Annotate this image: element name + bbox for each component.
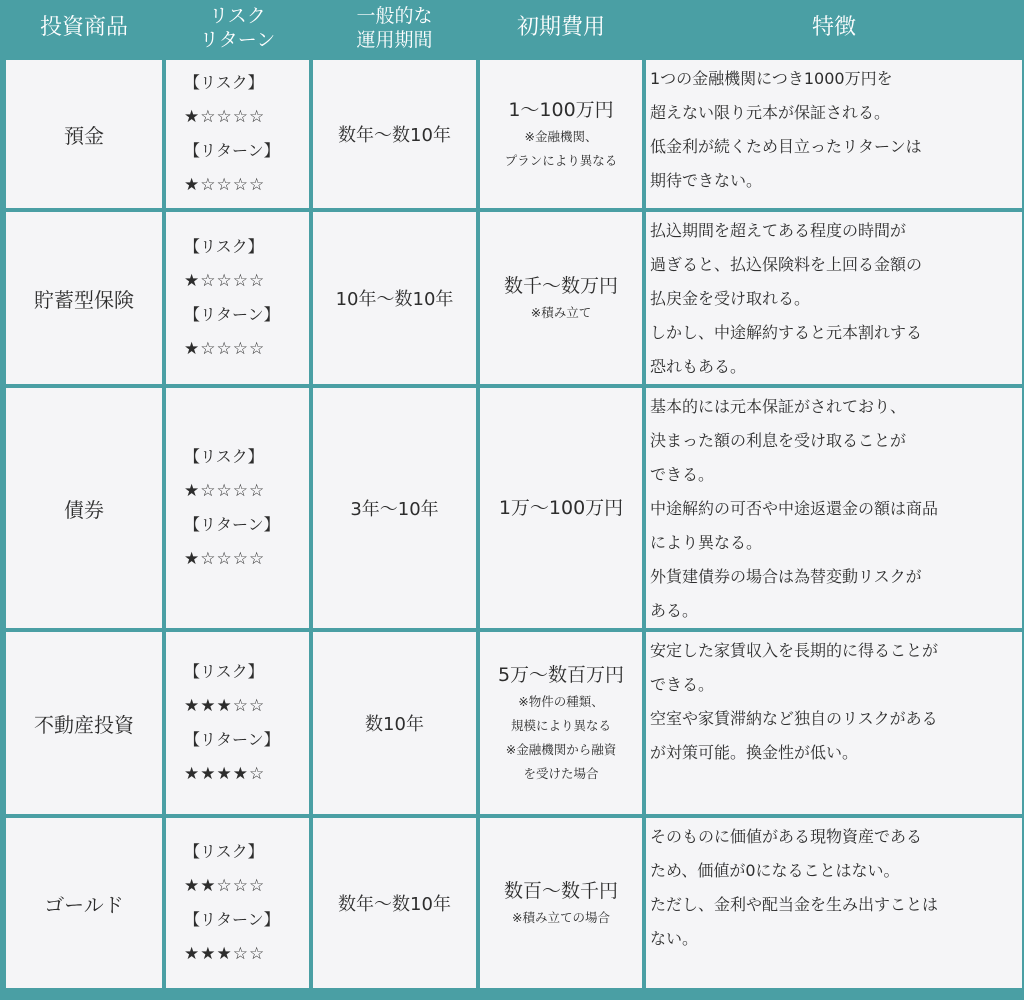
- cost-note: プランにより異なる: [504, 153, 618, 168]
- feature-line: しかし、中途解約すると元本割れする: [650, 323, 923, 342]
- risk-label: 【リスク】: [184, 73, 264, 92]
- feature-line: ため、価値が0になることはない。: [650, 861, 900, 880]
- risk-stars: ★★☆☆☆: [184, 876, 266, 896]
- feature-line: 恐れもある。: [650, 357, 747, 376]
- product-name: 債券: [4, 386, 164, 630]
- feature-line: 期待できない。: [650, 171, 763, 190]
- risk-return-cell: [164, 210, 311, 386]
- period-cell: 数年〜数10年: [311, 816, 478, 990]
- return-label: 【リターン】: [184, 305, 280, 324]
- risk-stars: ★★★☆☆: [184, 696, 266, 716]
- table-row: [4, 210, 1024, 386]
- feature-line: 過ぎると、払込保険料を上回る金額の: [650, 255, 923, 274]
- return-stars: ★★★★☆: [184, 764, 266, 784]
- feature-cell: [644, 386, 1024, 630]
- period-cell: 3年〜10年: [311, 386, 478, 630]
- return-label: 【リターン】: [184, 730, 280, 749]
- return-stars: ★☆☆☆☆: [184, 175, 266, 195]
- risk-return-cell: [164, 630, 311, 816]
- risk-return-cell: [164, 386, 311, 630]
- feature-line: 払込期間を超えてある程度の時間が: [650, 221, 907, 240]
- period-cell: 10年〜数10年: [311, 210, 478, 386]
- feature-line: 超えない限り元本が保証される。: [650, 103, 891, 122]
- feature-line: ない。: [650, 929, 699, 948]
- cost-note: ※金融機関、: [524, 129, 598, 144]
- return-stars: ★☆☆☆☆: [184, 549, 266, 569]
- feature-line: 低金利が続くため目立ったリターンは: [650, 137, 922, 156]
- product-name: 不動産投資: [4, 630, 164, 816]
- cost-cell: [478, 386, 644, 630]
- cost-note: ※積み立て: [530, 305, 592, 320]
- cost-cell: [478, 816, 644, 990]
- risk-stars: ★☆☆☆☆: [184, 107, 266, 127]
- risk-label: 【リスク】: [184, 237, 264, 256]
- header-risk-return: [164, 0, 311, 58]
- header-period-line2: 運用期間: [356, 29, 433, 51]
- product-name: ゴールド: [4, 816, 164, 990]
- cost-main: 5万〜数百万円: [497, 664, 625, 686]
- cost-main: 1〜100万円: [508, 99, 614, 121]
- feature-line: 中途解約の可否や中途返還金の額は商品: [650, 499, 939, 518]
- risk-return-cell: [164, 58, 311, 210]
- cost-note: 規模により異なる: [510, 718, 611, 733]
- feature-cell: [644, 630, 1024, 816]
- feature-line: 決まった額の利息を受け取ることが: [650, 431, 907, 450]
- cost-cell: [478, 210, 644, 386]
- header-product: 投資商品: [39, 15, 128, 40]
- risk-return-cell: [164, 816, 311, 990]
- feature-cell: [644, 816, 1024, 990]
- cost-note: ※金融機関から融資: [505, 742, 617, 757]
- table-row: [4, 630, 1024, 816]
- header-cost: 初期費用: [516, 15, 605, 40]
- period-cell: 数年〜数10年: [311, 58, 478, 210]
- feature-line: 外貨建債券の場合は為替変動リスクが: [650, 567, 922, 586]
- feature-line: 払戻金を受け取れる。: [650, 289, 811, 308]
- comparison-table: [2, 0, 1024, 992]
- risk-stars: ★☆☆☆☆: [184, 271, 266, 291]
- cost-note: ※物件の種類、: [518, 694, 604, 709]
- feature-cell: [644, 210, 1024, 386]
- feature-line: できる。: [650, 465, 715, 484]
- cost-main: 1万〜100万円: [498, 497, 624, 519]
- table-row: [4, 58, 1024, 210]
- product-name: 預金: [4, 58, 164, 210]
- feature-line: ただし、金利や配当金を生み出すことは: [650, 895, 939, 914]
- product-name: 貯蓄型保険: [4, 210, 164, 386]
- cost-cell: [478, 58, 644, 210]
- header-row: [4, 0, 1024, 58]
- table-row: [4, 816, 1024, 990]
- header-risk-return-line2: リターン: [199, 29, 276, 51]
- cost-cell: [478, 630, 644, 816]
- feature-line: できる。: [650, 675, 715, 694]
- feature-line: 安定した家賃収入を長期的に得ることが: [650, 641, 939, 660]
- header-feature: 特徴: [811, 15, 856, 40]
- risk-label: 【リスク】: [184, 662, 264, 681]
- header-risk-return-line1: リスク: [209, 5, 266, 27]
- return-stars: ★☆☆☆☆: [184, 339, 266, 359]
- feature-line: そのものに価値がある現物資産である: [650, 827, 923, 846]
- feature-line: 基本的には元本保証がされており、: [650, 397, 907, 416]
- header-period: [311, 0, 478, 58]
- cost-main: 数千〜数万円: [503, 275, 618, 297]
- feature-line: ある。: [650, 601, 699, 620]
- return-label: 【リターン】: [184, 515, 280, 534]
- risk-label: 【リスク】: [184, 842, 264, 861]
- cost-note: ※積み立ての場合: [512, 910, 610, 925]
- feature-cell: [644, 58, 1024, 210]
- feature-line: により異なる。: [650, 533, 763, 552]
- risk-stars: ★☆☆☆☆: [184, 481, 266, 501]
- feature-line: 空室や家賃滞納など独自のリスクがある: [650, 709, 938, 728]
- feature-line: 1つの金融機関につき1000万円を: [650, 69, 893, 88]
- return-label: 【リターン】: [184, 910, 280, 929]
- table-row: [4, 386, 1024, 630]
- feature-line: が対策可能。換金性が低い。: [650, 743, 859, 762]
- return-stars: ★★★☆☆: [184, 944, 266, 964]
- cost-main: 数百〜数千円: [503, 880, 618, 902]
- period-cell: 数10年: [311, 630, 478, 816]
- cost-note: を受けた場合: [523, 766, 599, 781]
- return-label: 【リターン】: [184, 141, 280, 160]
- risk-label: 【リスク】: [184, 447, 264, 466]
- header-period-line1: 一般的な: [356, 5, 433, 27]
